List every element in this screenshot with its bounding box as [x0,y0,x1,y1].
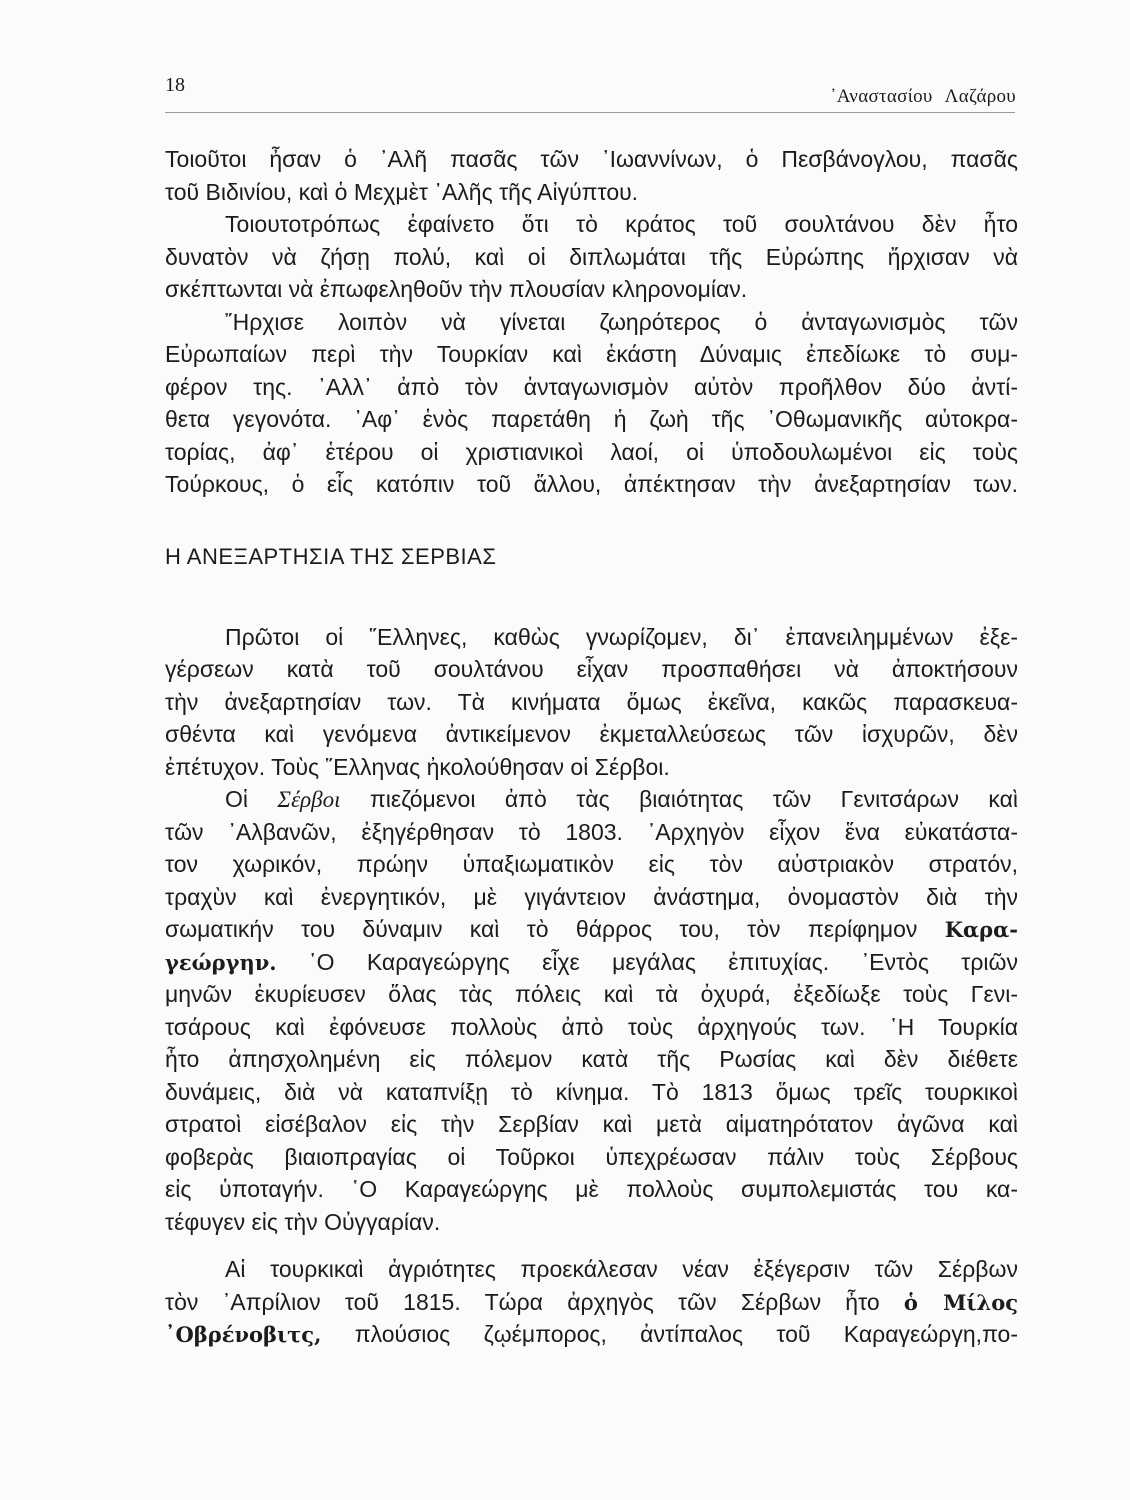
italic-text: Σέρβοι [277,787,341,812]
bold-name: ὁ Μίλος [903,1289,1018,1315]
text-line [165,913,1018,946]
paragraphs-before-heading [165,143,1018,501]
paragraph [165,306,1018,501]
text-segment: ῾Ο Καραγεώργης εἶχε μεγάλας ἐπιτυχίας. ᾿Εντὸς τριῶν [276,948,1018,975]
text-line [165,946,1018,979]
text-line: τέφυγεν εἰς τὴν Οὐγγαρίαν. [165,1208,441,1235]
text-segment: σωματικήν του δύναμιν καὶ τὸ θάρρος του, τὸν περίφημον [165,916,945,942]
paragraph [165,783,1018,1238]
text-line: φοβερὰς βιαιοπραγίας οἱ Τοῦρκοι ὑπεχρέωσαν πάλιν τοὺς Σέρβους [165,1143,1018,1170]
text-line: σθέντα καὶ γενόμενα ἀντικείμενον ἐκμεταλλεύσεως τῶν ἰσχυρῶν, δὲν [165,721,1018,747]
text-line: τοῦ Βιδινίου, καὶ ὁ Μεχμὲτ ᾿Αλῆς τῆς Αἰγύπτου. [165,178,639,205]
paragraph [165,621,1018,784]
text-line: γέρσεων κατὰ τοῦ σουλτάνου εἶχαν προσπαθήσει νὰ ἀποκτήσουν [165,656,1018,682]
text-line: Τοιουτοτρόπως ἐφαίνετο ὅτι τὸ κράτος τοῦ σουλτάνου δὲν ἦτο [225,211,1018,237]
text-line: Τοιοῦτοι ἦσαν ὁ ᾿Αλῆ πασᾶς τῶν ᾿Ιωαννίνων, ὁ Πεσβάνογλου, πασᾶς [165,146,1018,172]
text-line: τραχὺν καὶ ἐνεργητικόν, μὲ γιγάντειον ἀνάστημα, ὀνομαστὸν διὰ τὴν [165,883,1018,910]
paragraph [165,143,1018,208]
text-line: σκέπτωνται νὰ ἐπωφεληθοῦν τὴν πλουσίαν κληρονομίαν. [165,276,748,302]
text-segment: πιεζόμενοι ἀπὸ τὰς βιαιότητας τῶν Γενιτσάρων καὶ [340,786,1018,812]
text-line: δυνάμεις, διὰ νὰ καταπνίξῃ τὸ κίνημα. Τὸ 1813 ὅμως τρεῖς τουρκικοὶ [165,1078,1018,1105]
text-line: ἦτο ἀπησχολημένη εἰς πόλεμον κατὰ τῆς Ρωσίας καὶ δὲν διέθετε [165,1046,1018,1072]
text-line: τὴν ἀνεξαρτησίαν των. Τὰ κινήματα ὅμως ἐκεῖνα, κακῶς παρασκευα- [165,688,1018,715]
text-line [165,1286,1018,1319]
text-line: Πρῶτοι οἱ ῞Ελληνες, καθὼς γνωρίζομεν, δι᾿ ἐπανειλημμένων ἐξε- [225,623,1018,650]
text-line [165,1318,1018,1351]
text-line: Εὐρωπαίων περὶ τὴν Τουρκίαν καὶ ἑκάστη Δύναμις ἐπεδίωκε τὸ συμ- [165,341,1018,367]
text-line: τῶν ᾿Αλβανῶν, ἐξηγέρθησαν τὸ 1803. ᾿Αρχηγὸν εἶχον ἕνα εὐκατάστα- [165,818,1018,845]
bold-name: γεώργην. [165,949,277,975]
text-line: θετα γεγονότα. ᾿Αφ᾿ ἑνὸς παρετάθη ἡ ζωὴ τῆς ᾿Οθωμανικῆς αὐτοκρα- [165,406,1018,432]
page-number: 18 [165,74,185,96]
text-line: δυνατὸν νὰ ζήσῃ πολύ, καὶ οἱ διπλωμάται τῆς Εὐρώπης ἤρχισαν νὰ [165,243,1018,270]
bold-name: Καρα- [944,917,1018,942]
text-line [165,783,1018,816]
text-line: τορίας, ἀφ᾿ ἑτέρου οἱ χριστιανικοὶ λαοί, οἱ ὑποδουλωμένοι εἰς τοὺς [165,438,1018,465]
text-line: Αἱ τουρκικαὶ ἀγριότητες προεκάλεσαν νέαν ἐξέγερσιν τῶν Σέρβων [225,1256,1018,1282]
text-line: μηνῶν ἐκυρίευσεν ὅλας τὰς πόλεις καὶ τὰ ὀχυρά, ἐξεδίωξε τοὺς Γενι- [165,981,1018,1007]
text-line: τον χωρικόν, πρώην ὑπαξιωματικὸν εἰς τὸν αὐστριακὸν στρατόν, [165,851,1018,877]
paragraphs-after-heading [165,621,1018,1351]
text-line: τσάρους καὶ ἐφόνευσε πολλοὺς ἀπὸ τοὺς ἀρχηγούς των. ῾Η Τουρκία [165,1013,1018,1040]
text-segment: Οἱ [225,786,278,812]
text-line: Τούρκους, ὁ εἷς κατόπιν τοῦ ἄλλου, ἀπέκτησαν τὴν ἀνεξαρτησίαν των. [165,471,1018,497]
text-line: ῎Ηρχισε λοιπὸν νὰ γίνεται ζωηρότερος ὁ ἀνταγωνισμὸς τῶν [225,308,1018,335]
text-line: φέρον της. ᾿Αλλ᾿ ἀπὸ τὸν ἀνταγωνισμὸν αὐτὸν προῆλθον δύο ἀντί- [165,373,1018,400]
running-head-author: ᾿Αναστασίου Λαζάρου [830,86,1016,107]
text-segment: τὸν ᾿Απρίλιον τοῦ 1815. Τώρα ἀρχηγὸς τῶν Σέρβων ἦτο [165,1288,904,1315]
section-heading: Η ΑΝΕΞΑΡΤΗΣΙΑ ΤΗΣ ΣΕΡΒΙΑΣ [165,543,497,569]
text-body [165,143,1018,1351]
paragraph [165,208,1018,306]
bold-name: ᾿Οβρένοβιτς, [165,1322,322,1347]
text-segment: πλούσιος ζῳέμπορος, ἀντίπαλος τοῦ Καραγεώργη,πο- [321,1321,1018,1347]
text-line: εἰς ὑποταγήν. ῾Ο Καραγεώργης μὲ πολλοὺς συμπολεμιστάς του κα- [165,1176,1018,1202]
paragraph [165,1253,1018,1351]
text-line: στρατοὶ εἰσέβαλον εἰς τὴν Σερβίαν καὶ μετὰ αἱματηρότατον ἀγῶνα καὶ [165,1111,1018,1137]
text-line: ἐπέτυχον. Τοὺς ῞Ελληνας ἠκολούθησαν οἱ Σέρβοι. [165,753,670,780]
header-rule [165,112,1015,113]
